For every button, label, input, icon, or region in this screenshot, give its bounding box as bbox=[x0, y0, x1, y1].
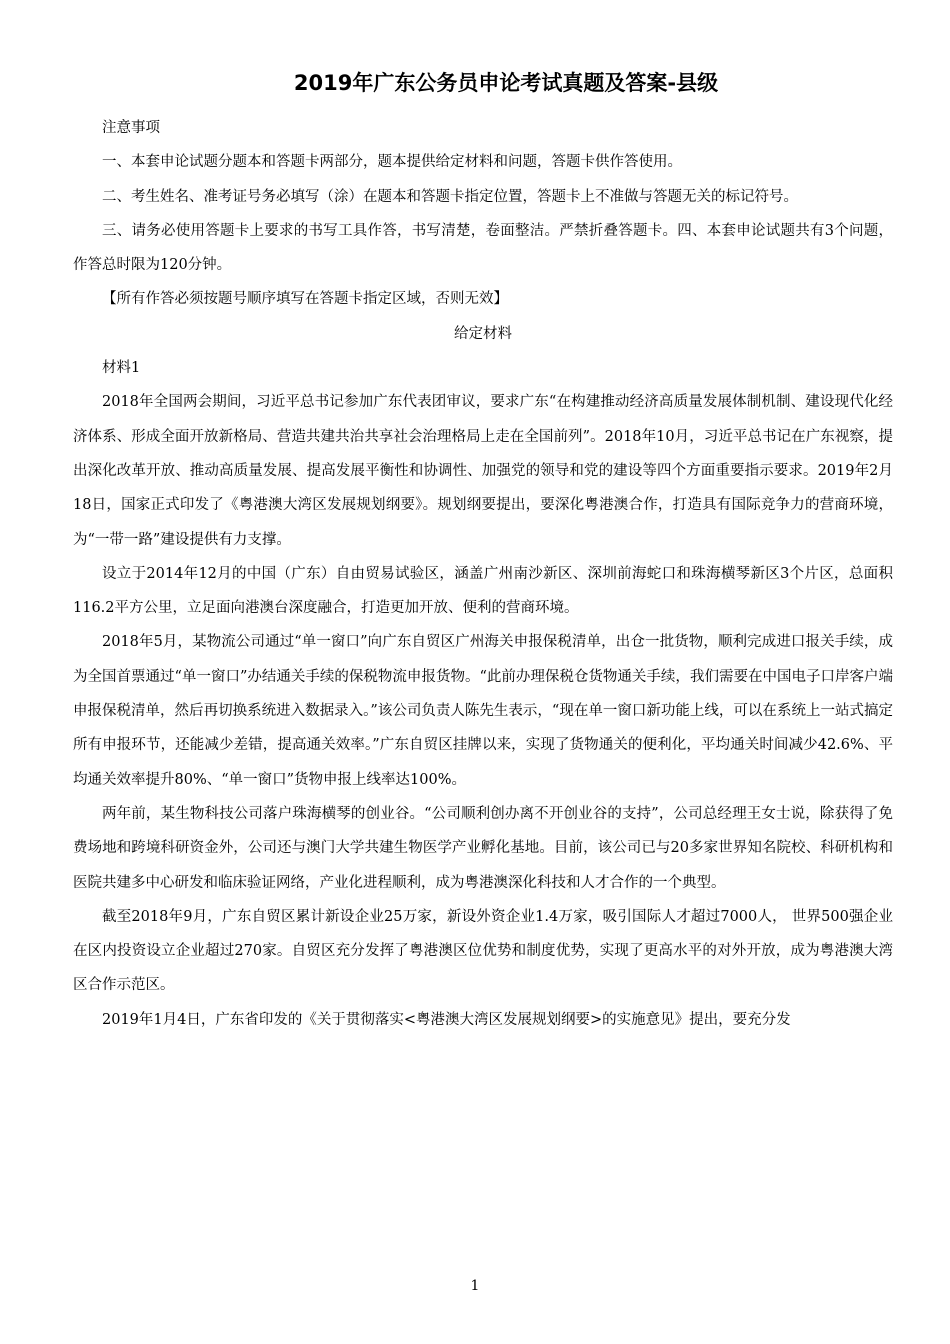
material-paragraph: 两年前，某生物科技公司落户珠海横琴的创业谷。“公司顺利创办离不开创业谷的支持”，公司总经理王女士说，除获得了免费场地和跨境科研资金外，公司还与澳门大学共建生物医学产业孵化基地。目前，该公司已与20多家世界知名院校、科研机构和医院共建多中心研发和临床验证网络，产业化进程顺利，成为粤港澳深化科技和人才合作的一个典型。 bbox=[73, 805, 893, 891]
notice-warning: 【所有作答必须按题号顺序填写在答题卡指定区域，否则无效】 bbox=[102, 291, 508, 308]
page-number: 1 bbox=[470, 1278, 480, 1294]
material-paragraph: 2018年全国两会期间，习近平总书记参加广东代表团审议，要求广东“在构建推动经济高质量发展体制机制、建设现代化经济体系、形成全面开放新格局、营造共建共治共享社会治理格局上走在全国前列”。2018年10月，习近平总书记在广东视察，提出深化改革开放、推动高质量发展、提高发展平衡性和协调性、加强党的领导和党的建设等四个方面重要指示要求。2019年2月18日，国家正式印发了《粤港澳大湾区发展规划纲要》。规划纲要提出，要深化粤港澳合作，打造具有国际竞争力的营商环境，为“一带一路”建设提供有力支撑。 bbox=[73, 394, 893, 548]
material-label: 材料1 bbox=[102, 360, 141, 377]
document-body bbox=[73, 111, 893, 1037]
notice-heading: 注意事项 bbox=[102, 120, 160, 136]
notice-item-3: 三、请务必使用答题卡上要求的书写工具作答，书写清楚，卷面整洁。严禁折叠答题卡。四、本套申论试题共有3个问题，作答总时限为120分钟。 bbox=[73, 222, 893, 274]
material-paragraph: 截至2018年9月，广东自贸区累计新设企业25万家，新设外资企业1.4万家，吸引国际人才超过7000人， 世界500强企业在区内投资设立企业超过270家。自贸区充分发挥了粤港澳区位优势和制度优势，实现了更高水平的对外开放，成为粤港澳大湾区合作示范区。 bbox=[73, 908, 893, 994]
material-paragraph: 设立于2014年12月的中国（广东）自由贸易试验区，涵盖广州南沙新区、深圳前海蛇口和珠海横琴新区3个片区，总面积116.2平方公里，立足面向港澳台深度融合，打造更加开放、便利的营商环境。 bbox=[73, 565, 893, 617]
material-paragraph: 2019年1月4日，广东省印发的《关于贯彻落实<粤港澳大湾区发展规划纲要>的实施意见》提出，要充分发 bbox=[102, 1011, 791, 1028]
material-paragraph: 2018年5月，某物流公司通过“单一窗口”向广东自贸区广州海关申报保税清单，出仓一批货物，顺利完成进口报关手续，成为全国首票通过“单一窗口”办结通关手续的保税物流申报货物。“此前办理保税仓货物通关手续，我们需要在中国电子口岸客户端申报保税清单，然后再切换系统进入数据录入。”该公司负责人陈先生表示，“现在单一窗口新功能上线，可以在系统上一站式搞定所有申报环节，还能减少差错，提高通关效率。”广东自贸区挂牌以来，实现了货物通关的便利化，平均通关时间减少42.6%、平均通关效率提升80%、“单一窗口”货物申报上线率达100%。 bbox=[73, 634, 893, 788]
section-heading: 给定材料 bbox=[454, 325, 512, 342]
notice-item-1: 一、本套申论试题分题本和答题卡两部分，题本提供给定材料和问题，答题卡供作答使用。 bbox=[102, 154, 682, 171]
notice-item-2: 二、考生姓名、准考证号务必填写（涂）在题本和答题卡指定位置，答题卡上不准做与答题无关的标记符号。 bbox=[102, 188, 798, 205]
page-title: 2019年广东公务员申论考试真题及答案-县级 bbox=[293, 71, 719, 95]
